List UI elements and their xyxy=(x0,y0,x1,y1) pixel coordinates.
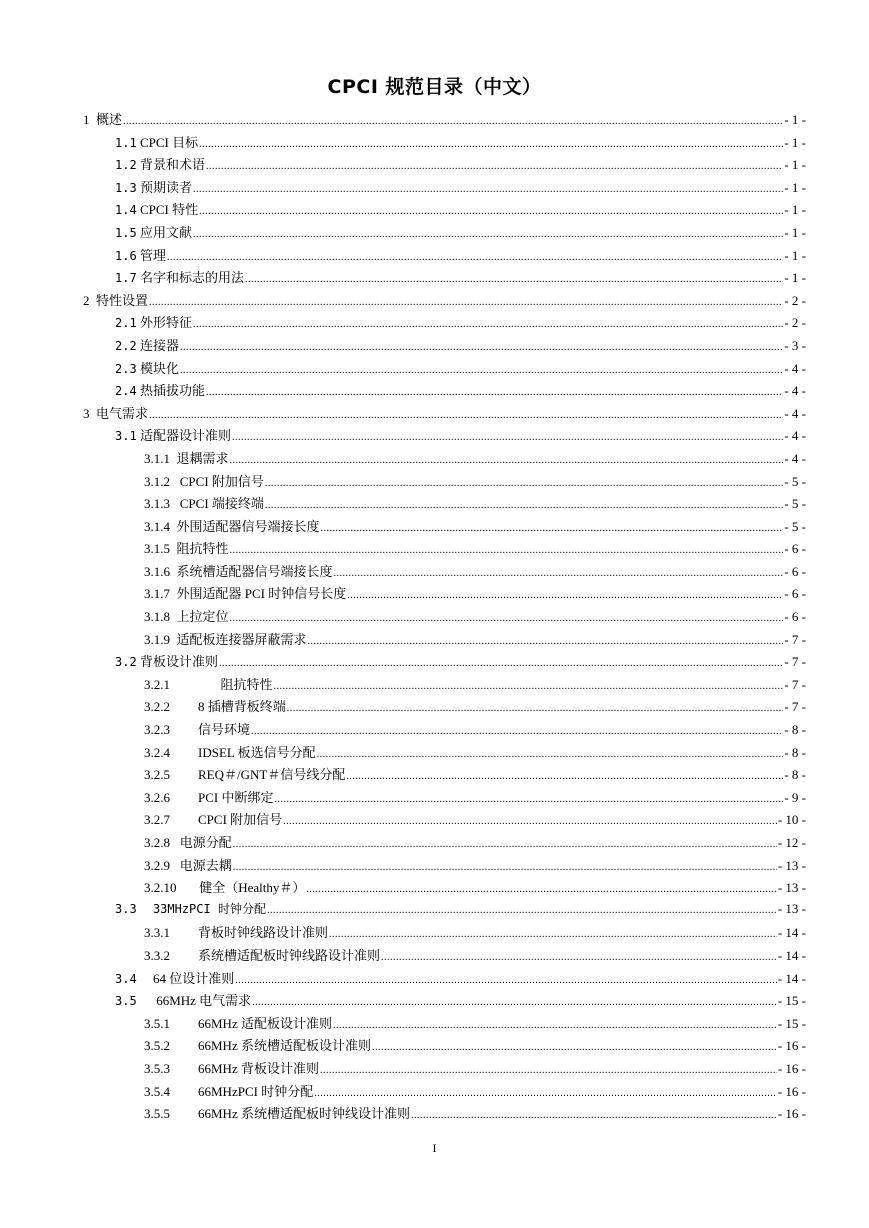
toc-entry[interactable] xyxy=(83,222,806,245)
toc-entry-number: 3.2.4 xyxy=(144,744,170,760)
toc-entry[interactable] xyxy=(83,651,806,674)
toc-entry-page: - 5 - xyxy=(784,473,806,489)
toc-entry-page: - 1 - xyxy=(784,157,806,173)
toc-entry-title: 背板时钟线路设计准则 xyxy=(198,925,329,941)
toc-entry-page: - 16 - xyxy=(777,1060,806,1076)
leader-dots xyxy=(180,338,783,354)
toc-entry-number: 3.2 xyxy=(115,655,137,670)
toc-entry-number: 3.5.3 xyxy=(144,1060,170,1076)
toc-entry-title: 特性设置 xyxy=(96,292,149,308)
toc-entry-page: - 7 - xyxy=(784,631,806,647)
toc-entry-page: - 2 - xyxy=(784,292,806,308)
toc-entry[interactable] xyxy=(83,1103,806,1126)
toc-entry-page: - 4 - xyxy=(784,383,806,399)
toc-entry-title: 连接器 xyxy=(139,337,179,353)
toc-entry-number: 3.5 xyxy=(115,994,137,1009)
leader-dots xyxy=(149,293,783,309)
toc-entry[interactable] xyxy=(83,719,806,742)
toc-entry-number: 3.2.3 xyxy=(144,722,170,738)
toc-entry[interactable] xyxy=(83,290,806,313)
toc-entry-title: 外围适配器信号端接长度 xyxy=(176,518,320,534)
toc-entry-title: 健全（Healthy＃） xyxy=(199,880,306,896)
toc-entry-title: CPCI 附加信号 xyxy=(198,812,283,828)
toc-entry-title: 预期读者 xyxy=(139,179,192,195)
leader-dots xyxy=(267,901,777,917)
document-title: CPCI 规范目录（中文） xyxy=(327,76,542,98)
leader-dots xyxy=(320,1061,777,1077)
toc-entry-title: CPCI 端接终端 xyxy=(176,496,264,512)
toc-entry-title: 外围适配器 PCI 时钟信号长度 xyxy=(176,586,347,602)
toc-entry-number: 2.2 xyxy=(115,338,137,353)
toc-entry-title: 电源分配 xyxy=(179,835,232,850)
toc-entry[interactable] xyxy=(83,561,806,584)
toc-entry-title: 模块化 xyxy=(139,360,179,376)
toc-entry-number: 3.1.8 xyxy=(144,609,170,625)
toc-entry-title: CPCI 附加信号 xyxy=(176,473,264,489)
toc-entry-title: 名字和标志的用法 xyxy=(139,270,244,286)
leader-dots xyxy=(245,270,783,286)
leader-dots xyxy=(199,135,783,151)
toc-entry[interactable] xyxy=(83,538,806,561)
toc-entry-title: CPCI 目标 xyxy=(139,134,199,150)
toc-entry-title: 概述 xyxy=(96,112,123,127)
leader-dots xyxy=(333,1016,777,1032)
toc-entry[interactable] xyxy=(83,493,806,516)
toc-entry-page: - 14 - xyxy=(777,947,806,963)
toc-entry-number: 2.4 xyxy=(115,384,137,399)
toc-entry-number: 3.2.5 xyxy=(144,767,170,783)
toc-entry-number: 3.2.1 xyxy=(144,676,170,692)
toc-entry[interactable] xyxy=(83,674,806,697)
leader-dots xyxy=(265,474,783,490)
toc-entry-number: 3.1.1 xyxy=(144,450,170,466)
toc-entry-page: - 1 - xyxy=(784,202,806,218)
toc-entry-page: - 4 - xyxy=(784,360,806,376)
leader-dots xyxy=(317,745,784,761)
toc-entry[interactable] xyxy=(83,583,806,606)
leader-dots xyxy=(347,586,783,602)
toc-entry-page: - 14 - xyxy=(777,925,806,941)
toc-entry-title: 阻抗特性 xyxy=(201,676,273,692)
toc-entry-page: - 16 - xyxy=(777,1038,806,1054)
leader-dots xyxy=(251,722,783,738)
toc-entry-page: - 6 - xyxy=(784,541,806,557)
toc-entry-page: - 12 - xyxy=(777,835,806,850)
toc-entry-title: 外形特征 xyxy=(139,315,192,331)
leader-dots xyxy=(193,315,783,331)
leader-dots xyxy=(314,1084,777,1100)
toc-entry-page: - 8 - xyxy=(784,744,806,760)
toc-entry[interactable] xyxy=(83,335,806,358)
table-of-contents xyxy=(83,109,806,1126)
toc-entry-number: 3.4 xyxy=(115,971,137,986)
leader-dots xyxy=(233,835,777,851)
toc-entry-number: 3.2.9 xyxy=(144,857,170,873)
toc-entry-title: 电气需求 xyxy=(96,405,149,421)
toc-entry-number: 3.2.8 xyxy=(144,835,170,850)
toc-entry-page: - 6 - xyxy=(784,609,806,625)
leader-dots xyxy=(149,406,783,422)
toc-entry[interactable] xyxy=(83,855,806,878)
toc-entry[interactable] xyxy=(83,606,806,629)
toc-entry-title: 66MHz 电气需求 xyxy=(156,993,252,1009)
toc-entry-title: 适配器设计准则 xyxy=(139,428,231,444)
toc-entry-title: 66MHz 系统槽适配板设计准则 xyxy=(198,1038,371,1054)
toc-entry-number: 2 xyxy=(83,292,90,308)
toc-entry[interactable] xyxy=(83,787,806,810)
toc-entry-title: PCI 中断绑定 xyxy=(198,789,274,805)
toc-entry-number: 1.5 xyxy=(115,225,137,240)
leader-dots xyxy=(346,767,783,783)
toc-entry-title: 66MHz 背板设计准则 xyxy=(198,1060,319,1076)
toc-entry-page: - 1 - xyxy=(784,179,806,195)
toc-entry-number: 3.5.2 xyxy=(144,1038,170,1054)
toc-entry-title: 33MHzPCI 时钟分配 xyxy=(152,901,266,916)
toc-entry-page: - 8 - xyxy=(784,722,806,738)
toc-entry-page: - 4 - xyxy=(784,428,806,444)
toc-entry-title: 64 位设计准则 xyxy=(152,970,235,986)
toc-entry-number: 3 xyxy=(83,405,90,421)
toc-entry-page: - 3 - xyxy=(784,337,806,353)
toc-entry-number: 3.1.5 xyxy=(144,541,170,557)
toc-entry[interactable] xyxy=(83,1081,806,1104)
toc-entry[interactable] xyxy=(83,177,806,200)
toc-entry-number: 3.2.2 xyxy=(144,699,170,715)
toc-entry-title: 电源去耦 xyxy=(179,857,232,873)
toc-entry-title: 66MHz 适配板设计准则 xyxy=(198,1015,332,1031)
toc-entry-title: 退耦需求 xyxy=(176,450,229,466)
toc-entry-page: - 2 - xyxy=(784,315,806,331)
toc-entry[interactable] xyxy=(83,832,806,855)
leader-dots xyxy=(235,971,777,987)
toc-entry[interactable] xyxy=(83,922,806,945)
toc-entry-page: - 15 - xyxy=(777,993,806,1009)
toc-entry-page: - 7 - xyxy=(784,654,806,670)
leader-dots xyxy=(372,1038,777,1054)
leader-dots xyxy=(123,112,783,128)
toc-entry[interactable] xyxy=(83,358,806,381)
leader-dots xyxy=(329,925,777,941)
toc-entry-page: - 7 - xyxy=(784,676,806,692)
toc-entry[interactable] xyxy=(83,1013,806,1036)
toc-entry[interactable] xyxy=(83,629,806,652)
leader-dots xyxy=(381,948,777,964)
toc-entry-number: 1 xyxy=(83,112,90,127)
toc-entry[interactable] xyxy=(83,945,806,968)
toc-entry-page: - 1 - xyxy=(784,270,806,286)
toc-entry-page: - 10 - xyxy=(777,812,806,828)
toc-entry[interactable] xyxy=(83,312,806,335)
toc-entry-number: 3.2.7 xyxy=(144,812,170,828)
leader-dots xyxy=(283,812,777,828)
leader-dots xyxy=(230,609,784,625)
toc-entry-title: 系统槽适配板时钟线路设计准则 xyxy=(198,947,381,963)
toc-entry-title: 适配板连接器屏蔽需求 xyxy=(176,631,307,647)
toc-entry[interactable] xyxy=(83,742,806,765)
toc-entry-page: - 13 - xyxy=(777,900,806,916)
toc-entry[interactable] xyxy=(83,267,806,290)
leader-dots xyxy=(193,225,783,241)
leader-dots xyxy=(274,677,784,693)
leader-dots xyxy=(411,1106,777,1122)
toc-entry-page: - 1 - xyxy=(784,112,806,127)
leader-dots xyxy=(167,248,783,264)
toc-entry-number: 2.1 xyxy=(115,316,137,331)
toc-entry-title: 上拉定位 xyxy=(176,609,229,625)
toc-entry-number: 3.1.3 xyxy=(144,496,170,512)
toc-entry-title: 管理 xyxy=(139,247,166,263)
toc-entry-page: - 4 - xyxy=(784,450,806,466)
leader-dots xyxy=(274,790,783,806)
toc-entry-number: 1.4 xyxy=(115,203,137,218)
toc-entry-title: 信号环境 xyxy=(198,722,251,738)
toc-entry-page: - 1 - xyxy=(784,224,806,240)
toc-entry[interactable] xyxy=(83,425,806,448)
toc-entry[interactable] xyxy=(83,154,806,177)
toc-entry-number: 3.3 xyxy=(115,901,137,916)
toc-entry-number: 3.1.7 xyxy=(144,586,170,602)
leader-dots xyxy=(230,451,784,467)
leader-dots xyxy=(287,699,784,715)
leader-dots xyxy=(232,428,783,444)
toc-entry[interactable] xyxy=(83,877,806,900)
toc-entry-title: 背板设计准则 xyxy=(139,654,218,670)
toc-entry[interactable] xyxy=(83,132,806,155)
toc-entry[interactable] xyxy=(83,199,806,222)
toc-entry-number: 3.3.1 xyxy=(144,925,170,941)
toc-entry-page: - 7 - xyxy=(784,699,806,715)
toc-entry-page: - 8 - xyxy=(784,767,806,783)
toc-entry-page: - 16 - xyxy=(777,1106,806,1122)
toc-entry-number: 3.1.4 xyxy=(144,518,170,534)
toc-entry-title: REQ＃/GNT＃信号线分配 xyxy=(198,767,346,783)
toc-entry-title: 66MHz 系统槽适配板时钟线设计准则 xyxy=(198,1106,410,1122)
toc-entry-title: 阻抗特性 xyxy=(176,541,229,557)
toc-entry-number: 3.5.4 xyxy=(144,1083,170,1099)
leader-dots xyxy=(308,632,784,648)
toc-entry-page: - 13 - xyxy=(777,880,806,896)
leader-dots xyxy=(219,654,783,670)
toc-entry-title: 系统槽适配器信号端接长度 xyxy=(176,563,333,579)
toc-entry-page: - 14 - xyxy=(777,970,806,986)
page-number: I xyxy=(432,1141,437,1155)
leader-dots xyxy=(193,180,783,196)
toc-entry-number: 1.3 xyxy=(115,180,137,195)
toc-entry-page: - 4 - xyxy=(784,405,806,421)
toc-entry[interactable] xyxy=(83,380,806,403)
toc-entry[interactable] xyxy=(83,516,806,539)
toc-entry-number: 3.1 xyxy=(115,429,137,444)
toc-entry-page: - 9 - xyxy=(784,789,806,805)
leader-dots xyxy=(321,519,784,535)
toc-entry-number: 1.6 xyxy=(115,248,137,263)
toc-entry-title: IDSEL 板选信号分配 xyxy=(198,744,316,760)
toc-entry[interactable] xyxy=(83,403,806,426)
toc-entry-number: 2.3 xyxy=(115,361,137,376)
toc-entry-page: - 1 - xyxy=(784,134,806,150)
toc-entry-number: 3.2.10 xyxy=(144,880,177,896)
toc-entry[interactable] xyxy=(83,696,806,719)
toc-entry-number: 1.2 xyxy=(115,158,137,173)
toc-entry-page: - 13 - xyxy=(777,857,806,873)
toc-entry-number: 1.1 xyxy=(115,135,137,150)
toc-entry[interactable] xyxy=(83,448,806,471)
toc-entry[interactable] xyxy=(83,1035,806,1058)
leader-dots xyxy=(306,880,776,896)
leader-dots xyxy=(199,202,783,218)
toc-entry-title: 66MHzPCI 时钟分配 xyxy=(198,1083,314,1099)
toc-entry-title: CPCI 特性 xyxy=(139,202,199,218)
toc-entry-page: - 16 - xyxy=(777,1083,806,1099)
toc-entry-number: 3.1.2 xyxy=(144,473,170,489)
leader-dots xyxy=(233,858,777,874)
leader-dots xyxy=(252,993,777,1009)
toc-entry-page: - 6 - xyxy=(784,563,806,579)
toc-entry[interactable] xyxy=(83,990,806,1013)
toc-entry-title: 8 插槽背板终端 xyxy=(198,699,286,715)
leader-dots xyxy=(334,564,784,580)
toc-entry-number: 3.1.6 xyxy=(144,563,170,579)
toc-entry[interactable] xyxy=(83,809,806,832)
toc-entry-number: 3.5.1 xyxy=(144,1015,170,1031)
toc-entry-page: - 5 - xyxy=(784,496,806,512)
toc-entry-number: 3.1.9 xyxy=(144,631,170,647)
leader-dots xyxy=(206,383,783,399)
toc-entry-title: 背景和术语 xyxy=(139,157,205,173)
toc-entry[interactable] xyxy=(83,968,806,991)
toc-entry[interactable] xyxy=(83,245,806,268)
toc-entry-number: 1.7 xyxy=(115,271,137,286)
toc-entry-title: 热插拔功能 xyxy=(139,383,205,399)
leader-dots xyxy=(180,361,783,377)
toc-entry-page: - 1 - xyxy=(784,247,806,263)
toc-entry[interactable] xyxy=(83,1058,806,1081)
toc-entry[interactable] xyxy=(83,109,806,132)
leader-dots xyxy=(206,157,783,173)
toc-entry-page: - 5 - xyxy=(784,518,806,534)
leader-dots xyxy=(265,496,783,512)
toc-entry-page: - 15 - xyxy=(777,1015,806,1031)
toc-entry[interactable] xyxy=(83,900,806,923)
toc-entry[interactable] xyxy=(83,471,806,494)
leader-dots xyxy=(230,541,784,557)
toc-entry-number: 3.2.6 xyxy=(144,789,170,805)
toc-entry[interactable] xyxy=(83,764,806,787)
toc-entry-number: 3.5.5 xyxy=(144,1106,170,1122)
toc-entry-title: 应用文献 xyxy=(139,224,192,240)
toc-entry-page: - 6 - xyxy=(784,586,806,602)
toc-entry-number: 3.3.2 xyxy=(144,947,170,963)
